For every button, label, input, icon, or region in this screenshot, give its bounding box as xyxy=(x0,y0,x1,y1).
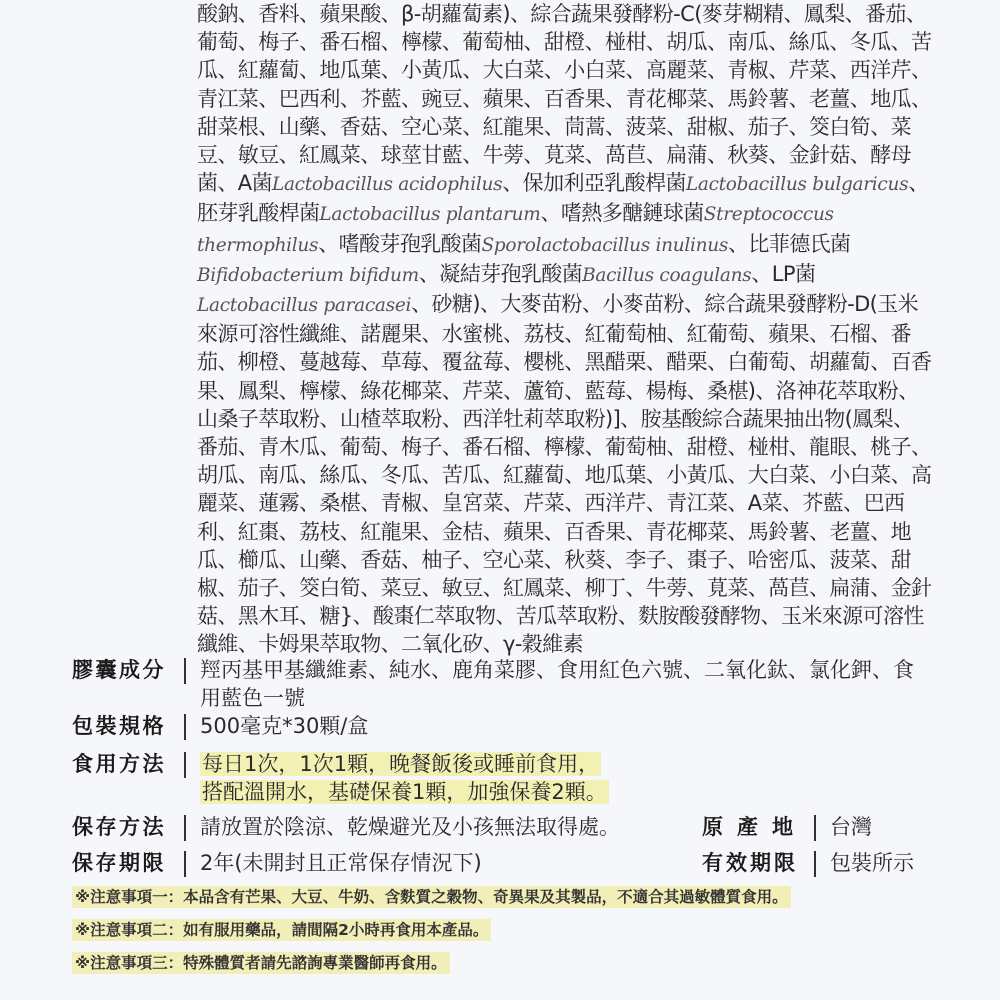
scientific-name: Bacillus coagulans xyxy=(582,264,752,286)
divider xyxy=(184,714,186,740)
scientific-name: Bifidobacterium bifidum xyxy=(197,264,419,286)
scientific-name: Lactobacillus paracasei xyxy=(197,295,412,317)
shelf-life-row xyxy=(72,849,482,877)
divider xyxy=(184,815,186,841)
scientific-name: Lactobacillus plantarum xyxy=(319,204,541,226)
usage-line-1: 每日1次，1次1顆，晚餐飯後或睡前食用， xyxy=(202,752,600,776)
note-1: ※注意事項一：本品含有芒果、大豆、牛奶、含麩質之穀物、奇異果及其製品，不適合其過敏體質食用。 xyxy=(72,886,791,908)
storage-value: 請放置於陰涼、乾燥避光及小孩無法取得處。 xyxy=(200,815,620,839)
shelf-life-value: 2年(未開封且正常保存情況下) xyxy=(200,851,482,875)
ingredient-list xyxy=(197,0,932,659)
usage-line-2: 搭配溫開水，基礎保養1顆，加強保養2顆。 xyxy=(202,780,607,804)
divider xyxy=(184,658,186,684)
expiry-value: 包裝所示 xyxy=(830,851,914,875)
usage-row xyxy=(72,750,609,806)
capsule-value: 羥丙基甲基纖維素、純水、鹿角菜膠、食用紅色六號、二氧化鈦、氯化鉀、食用藍色一號 xyxy=(200,658,914,710)
scientific-name: Lactobacillus bulgaricus xyxy=(685,174,909,196)
capsule-label: 膠囊成分 xyxy=(72,658,166,682)
package-label: 包裝規格 xyxy=(72,714,166,738)
storage-label: 保存方法 xyxy=(72,815,166,839)
divider xyxy=(814,815,816,841)
scientific-name: Lactobacillus acidophilus xyxy=(271,174,503,196)
ingredient-text: 、凝結芽孢乳酸菌 xyxy=(418,261,583,286)
note-2: ※注意事項二：如有服用藥品，請間隔2小時再食用本產品。 xyxy=(72,919,491,941)
usage-label: 食用方法 xyxy=(72,752,166,776)
ingredient-text: 、嗜熱多醣鏈球菌 xyxy=(540,201,704,226)
scientific-name: Streptococcus thermophilus xyxy=(197,204,834,256)
ingredient-text: 、比菲德氏菌 xyxy=(728,231,851,256)
ingredient-text: 、嗜酸芽孢乳酸菌 xyxy=(318,231,482,256)
ingredient-text: 、LP菌 xyxy=(751,261,816,286)
storage-row xyxy=(72,813,620,841)
ingredient-text: 、胚芽乳酸桿菌 xyxy=(197,171,929,226)
ingredient-text: 、砂糖)、大麥苗粉、小麥苗粉、綜合蔬果發酵粉-D(玉米來源可溶性纖維、諾麗果、水蜜桃、荔枝、紅葡萄柚、紅葡萄、蘋果、石榴、番茄、柳橙、蔓越莓、草莓、覆盆莓、櫻桃、黑醋栗、醋栗、白葡萄、胡蘿蔔、百香果、鳳梨、檸檬、綠花椰菜、芹菜、蘆筍、藍莓、楊梅、桑椹)、洛神花萃取粉、山桑子萃取粉、山楂萃取粉、西洋牡莉萃取粉)]、胺基酸綜合蔬果抽出物(鳳梨、番茄、青木瓜、葡萄、梅子、番石榴、檸檬、葡萄柚、甜橙、椪柑、龍眼、桃子、胡瓜、南瓜、絲瓜、冬瓜、苦瓜、紅蘿蔔、地瓜葉、小黃瓜、大白菜、小白菜、高麗菜、蓮霧、桑椹、青椒、皇宮菜、芹菜、西洋芹、青江菜、A菜、芥藍、巴西利、紅棗、荔枝、紅龍果、金桔、蘋果、百香果、青花椰菜、馬鈴薯、老薑、地瓜、櫛瓜、山藥、香菇、柚子、空心菜、秋葵、李子、棗子、哈密瓜、菠菜、甜椒、茄子、筊白筍、菜豆、敏豆、紅鳳菜、柳丁、牛蒡、莧菜、萵苣、扁蒲、金針菇、黑木耳、糖}、酸棗仁萃取物、苦瓜萃取粉、麩胺酸發酵物、玉米來源可溶性纖維、卡姆果萃取物、二氧化矽、γ-穀維素 xyxy=(197,292,932,657)
scientific-name: Sporolactobacillus inulinus xyxy=(481,234,729,256)
divider xyxy=(184,752,186,778)
ingredient-text: 、保加利亞乳酸桿菌 xyxy=(502,171,686,196)
expiry-label: 有效期限 xyxy=(702,851,798,875)
shelf-life-label: 保存期限 xyxy=(72,851,166,875)
note-3: ※注意事項三：特殊體質者請先諮詢專業醫師再食用。 xyxy=(72,952,450,974)
expiry-row xyxy=(702,849,914,877)
package-row xyxy=(72,712,368,740)
origin-row xyxy=(702,813,872,841)
origin-value: 台灣 xyxy=(830,815,872,839)
capsule-row xyxy=(72,656,930,712)
ingredient-text: 酸鈉、香料、蘋果酸、β-胡蘿蔔素)、綜合蔬果發酵粉-C(麥芽糊精、鳳梨、番茄、葡萄、梅子、番石榴、檸檬、葡萄柚、甜橙、椪柑、胡瓜、南瓜、絲瓜、冬瓜、苦瓜、紅蘿蔔、地瓜葉、小黃瓜、大白菜、小白菜、高麗菜、青椒、芹菜、西洋芹、青江菜、巴西利、芥藍、豌豆、蘋果、百香果、青花椰菜、馬鈴薯、老薑、地瓜、甜菜根、山藥、香菇、空心菜、紅龍果、茼蒿、菠菜、甜椒、茄子、筊白筍、菜豆、敏豆、紅鳳菜、球莖甘藍、牛蒡、莧菜、萵苣、扁蒲、秋葵、金針菇、酵母菌、A菌 xyxy=(197,2,932,196)
origin-label: 原產地 xyxy=(702,815,807,839)
usage-value xyxy=(200,750,609,806)
package-value: 500毫克*30顆/盒 xyxy=(200,714,369,738)
divider xyxy=(184,851,186,877)
divider xyxy=(814,851,816,877)
